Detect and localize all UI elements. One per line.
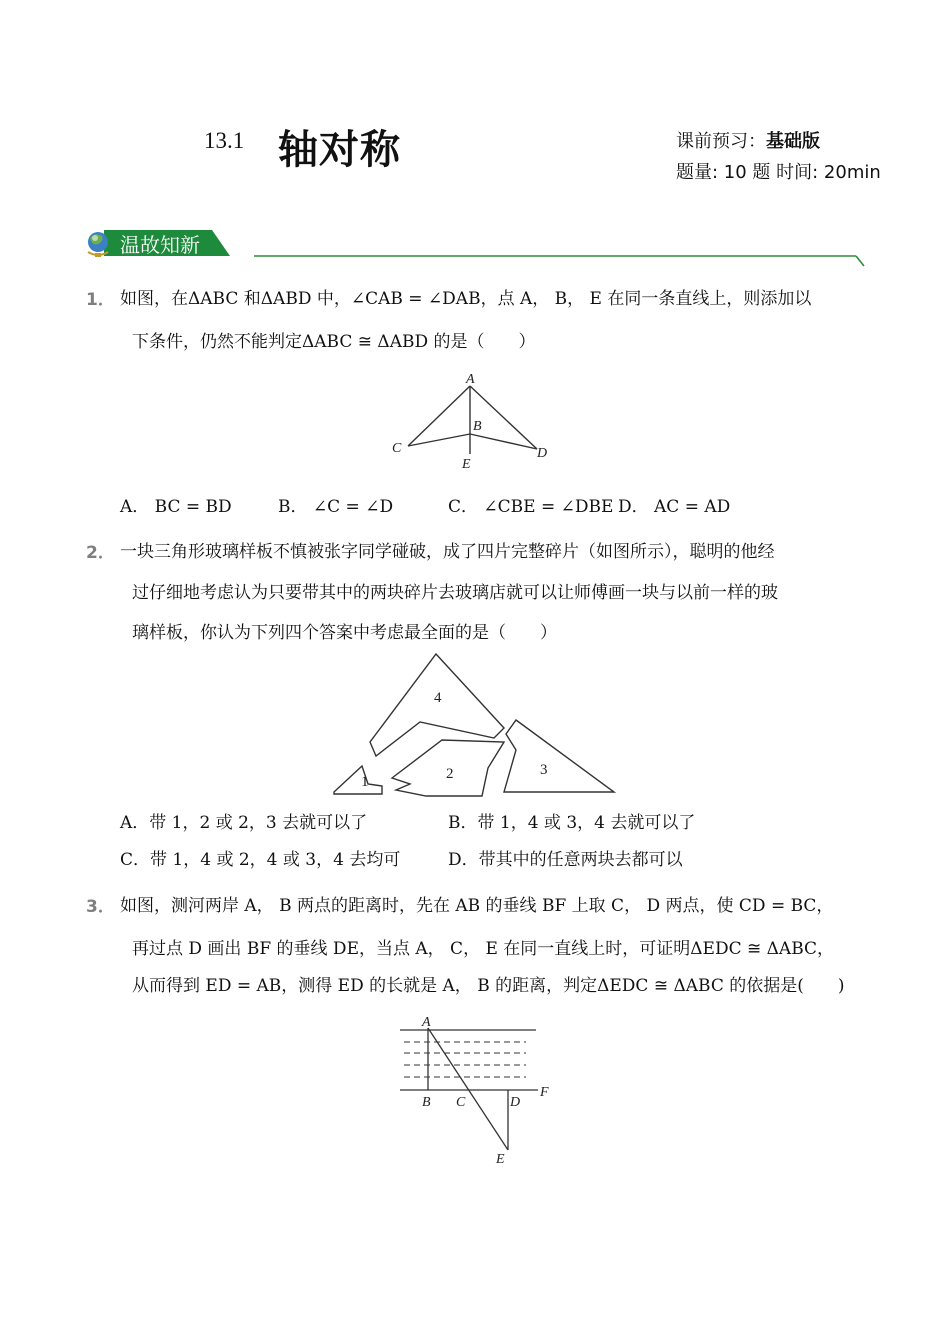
question-text-line: 璃样板，你认为下列四个答案中考虑最全面的是（ ）: [132, 623, 557, 643]
figure-label: A: [422, 1015, 431, 1030]
option-b[interactable]: B． ∠C = ∠D: [278, 497, 394, 517]
figure-label: C: [456, 1095, 466, 1110]
glass-fragments-figure: [330, 650, 620, 798]
river-measure-figure: [390, 1010, 560, 1170]
fragment-label: 3: [540, 762, 548, 778]
question-number: 2．: [86, 543, 115, 563]
figure-label: A: [466, 372, 475, 387]
figure-label: B: [422, 1095, 431, 1110]
preview-label: [676, 127, 820, 153]
fragment-label: 1: [361, 774, 369, 790]
figure-label: D: [510, 1095, 521, 1110]
question-text-line: 过仔细地考虑认为只要带其中的两块碎片去玻璃店就可以让师傅画一块与以前一样的玻: [132, 583, 778, 603]
question-text-line: 如图，测河两岸 A， B 两点的距离时，先在 AB 的垂线 BF 上取 C， D 两点，使 CD = BC，: [120, 896, 834, 916]
figure-label: D: [537, 446, 548, 461]
figure-label: C: [392, 441, 402, 456]
figure-label: F: [540, 1085, 549, 1100]
option-a[interactable]: A．带 1，2 或 2，3 去就可以了: [120, 813, 368, 833]
figure-label: B: [473, 419, 482, 434]
question-text-line: 如图，在ΔABC 和ΔABD 中，∠CAB = ∠DAB，点 A， B， E 在同一条直线上，则添加以: [120, 289, 812, 309]
figure-label: E: [496, 1152, 505, 1167]
lesson-number: 13.1: [204, 128, 245, 153]
fragment-label: 2: [446, 766, 454, 782]
question-text-line: 再过点 D 画出 BF 的垂线 DE，当点 A， C， E 在同一直线上时，可证明ΔEDC ≅ ΔABC，: [132, 939, 835, 959]
option-d[interactable]: D． AC = AD: [618, 497, 731, 517]
triangle-figure: [380, 368, 560, 476]
option-a[interactable]: A． BC = BD: [120, 497, 232, 517]
option-b[interactable]: B．带 1，4 或 3，4 去就可以了: [448, 813, 696, 833]
globe-icon: [88, 232, 108, 257]
question-text-line: 一块三角形玻璃样板不慎被张字同学碰破，成了四片完整碎片（如图所示），聪明的他经: [120, 542, 775, 562]
question-text-line: 从而得到 ED = AB，测得 ED 的长就是 A， B 的距离，判定ΔEDC ≅ ΔABC 的依据是( ): [132, 976, 845, 996]
section-title: 温故知新: [120, 233, 200, 257]
preview-level: 基础版: [766, 131, 820, 152]
option-c[interactable]: C．带 1，4 或 2，4 或 3，4 去均可: [120, 850, 401, 870]
lesson-title: 轴对称: [278, 127, 401, 173]
question-text-line: 下条件，仍然不能判定ΔABC ≅ ΔABD 的是（ ）: [132, 332, 536, 352]
figure-label: E: [462, 457, 471, 472]
option-d[interactable]: D．带其中的任意两块去都可以: [448, 850, 683, 870]
section-banner: [84, 226, 874, 270]
question-number: 3．: [86, 897, 115, 917]
question-number: 1．: [86, 290, 115, 310]
quiz-meta: 题量: 10 题 时间: 20min: [676, 162, 881, 183]
option-c[interactable]: C． ∠CBE = ∠DBE: [448, 497, 614, 517]
preview-label-text: 课前预习：: [676, 131, 766, 152]
fragment-label: 4: [434, 690, 442, 706]
